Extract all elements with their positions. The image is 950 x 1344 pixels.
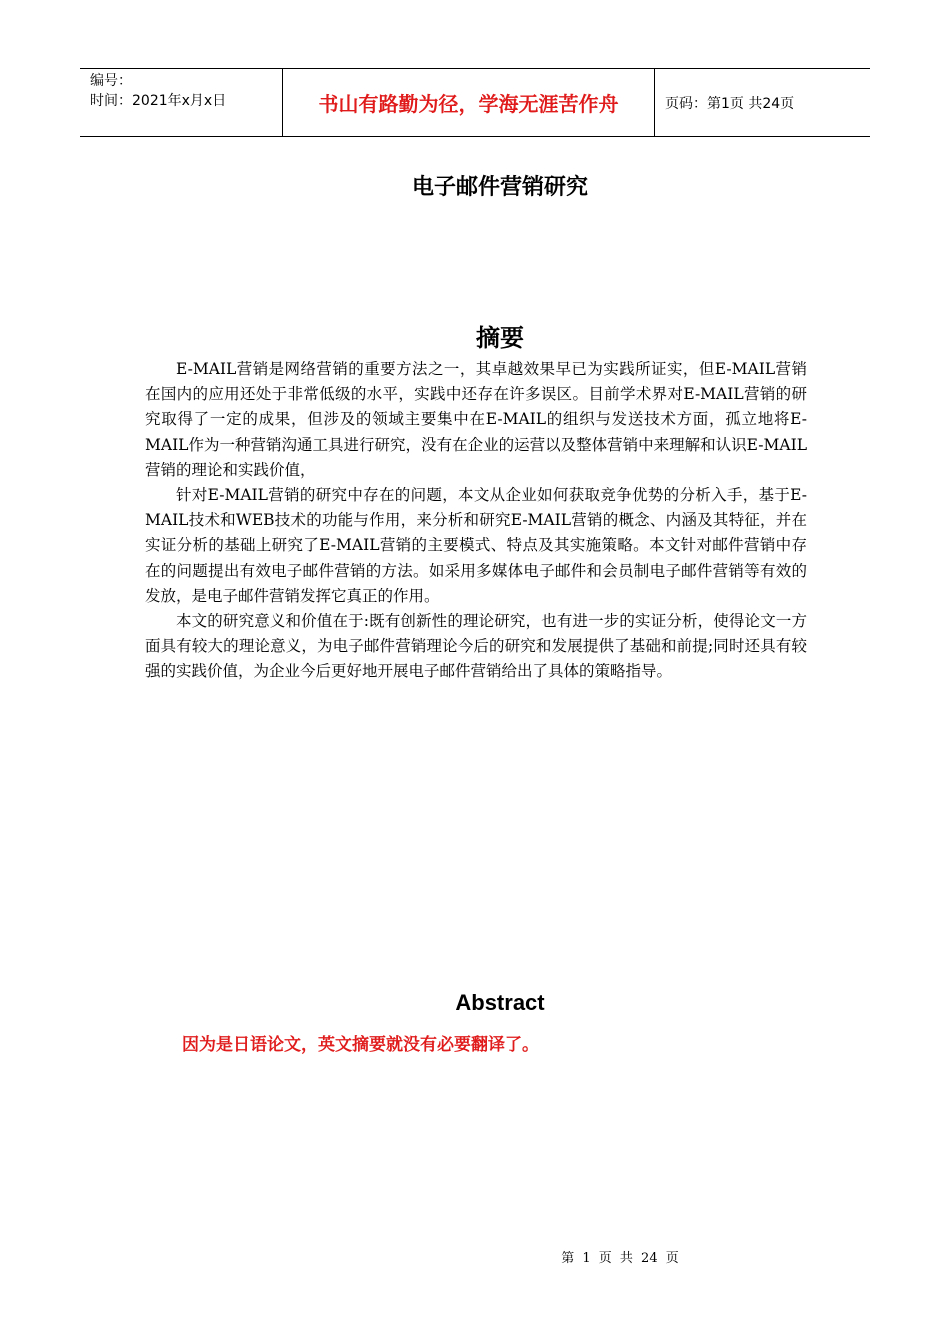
english-abstract-note: 因为是日语论文，英文摘要就没有必要翻译了。 — [182, 1035, 539, 1055]
header-motto: 书山有路勤为径，学海无涯苦作舟 — [282, 69, 655, 136]
abstract-body — [145, 357, 807, 685]
abstract-paragraph: E-MAIL营销是网络营销的重要方法之一，其卓越效果早已为实践所证实，但E-MAIL营销在国内的应用还处于非常低级的水平，实践中还存在许多误区。目前学术界对E-MAIL营销的研究取得了一定的成果，但涉及的领域主要集中在E-MAIL的组织与发送技术方面，孤立地将E-MAIL作为一种营销沟通工具进行研究，没有在企业的运营以及整体营销中来理解和认识E-MAIL营销的理论和实践价值， — [145, 360, 807, 479]
page-footer: 第 1 页 共 24 页 — [561, 1251, 679, 1266]
abstract-paragraph: 针对E-MAIL营销的研究中存在的问题，本文从企业如何获取竞争优势的分析入手，基于E-MAIL技术和WEB技术的功能与作用，来分析和研究E-MAIL营销的概念、内涵及其特征，并在实证分析的基础上研究了E-MAIL营销的主要模式、特点及其实施策略。本文针对邮件营销中存在的问题提出有效电子邮件营销的方法。如采用多媒体电子邮件和会员制电子邮件营销等有效的发放，是电子邮件营销发挥它真正的作用。 — [145, 486, 807, 605]
header-meta-cell — [80, 69, 282, 136]
header-table — [80, 68, 870, 137]
document-date-label: 时间：2021年x月x日 — [90, 93, 227, 109]
header-page-info: 页码：第1页 共24页 — [665, 95, 795, 112]
english-abstract-heading: Abstract — [455, 990, 545, 1015]
document-number-label: 编号： — [90, 73, 132, 89]
document-title: 电子邮件营销研究 — [411, 174, 588, 200]
abstract-paragraph: 本文的研究意义和价值在于:既有创新性的理论研究，也有进一步的实证分析，使得论文一方面具有较大的理论意义，为电子邮件营销理论今后的研究和发展提供了基础和前提;同时还具有较强的实践价值，为企业今后更好地开展电子邮件营销给出了具体的策略指导。 — [145, 612, 807, 681]
abstract-heading: 摘要 — [476, 323, 524, 352]
